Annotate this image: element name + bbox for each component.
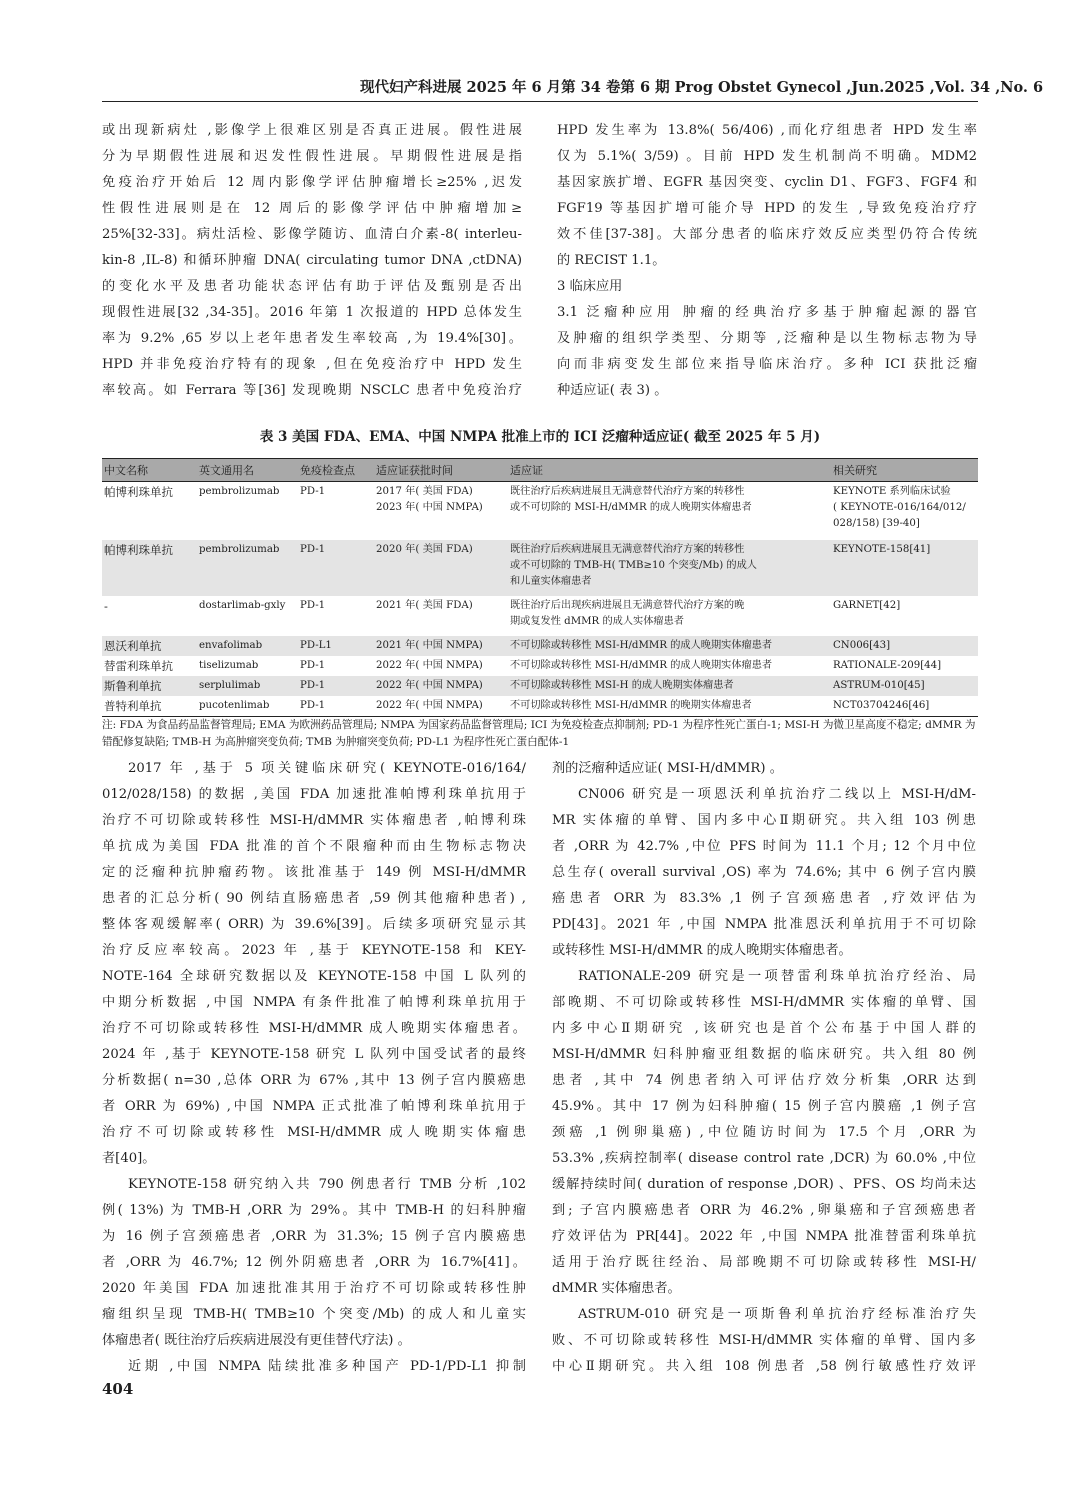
text-line: MR 实体瘤的单臂、国内多中心Ⅱ期研究。共入组 103 例患 — [552, 813, 976, 828]
text-line: 败、不可切除或转移性 MSI-H/dMMR 实体瘤的单臂、国内多 — [552, 1333, 976, 1348]
text-line: 总生存( overall survival ,OS) 率为 74.6%; 其中 6 例子宫内膜 — [552, 865, 976, 880]
table-cell: PD-L1 — [298, 636, 374, 656]
table-cell: PD-1 — [300, 486, 326, 497]
bottom-left-column — [102, 756, 526, 1380]
table-row — [102, 656, 978, 676]
text-line: 患者的汇总分析( 90 例结直肠癌患者 ,59 例其他瘤种患者) , — [102, 891, 526, 906]
text-line: RATIONALE-209 研究是一项替雷利珠单抗治疗经治、局 — [578, 969, 976, 984]
text-line: 2017 年 ,基于 5 项关键临床研究( KEYNOTE-016/164/ — [128, 761, 526, 776]
header-rule — [102, 101, 978, 102]
text-line: 适用于治疗既往经治、局部晚期不可切除或转移性 MSI-H/ — [552, 1255, 976, 1270]
table-cell: 2021 年( 中国 NMPA) — [374, 636, 508, 656]
table-cell: PD-1 — [298, 540, 374, 596]
table-cell: pucotenlimab — [197, 696, 298, 717]
subsection-heading-line: 3.1 泛瘤种应用 肿瘤的经典治疗多基于肿瘤起源的器官 — [557, 305, 977, 320]
table-cell: 不可切除或转移性 MSI-H/dMMR 的成人晚期实体瘤患者 — [508, 636, 831, 656]
table-row — [102, 696, 978, 717]
table-cell: ASTRUM-010[45] — [831, 676, 978, 696]
text-line: 剂的泛瘤种适应证( MSI-H/dMMR) 。 — [552, 761, 783, 776]
text-line: 例( 13%) 为 TMB-H ,ORR 为 29%。其中 TMB-H 的妇科肿瘤 — [102, 1203, 526, 1218]
text-line: 癌患者 ORR 为 83.3% ,1 例子宫颈癌患者 ,疗效评估为 — [552, 891, 976, 906]
text-line: 者[40]。 — [102, 1151, 156, 1166]
text-line: 治疗反应率较高。2023 年 ,基于 KEYNOTE-158 和 KEY- — [102, 943, 526, 958]
cell-text: 2021 年( 美国 FDA) — [376, 599, 473, 611]
text-line: CN006 研究是一项恩沃利单抗治疗二线以上 MSI-H/dM- — [578, 787, 976, 802]
text-line: PD[43]。2021 年 ,中国 NMPA 批准恩沃利单抗用于不可切除 — [552, 917, 976, 932]
text-line: 53.3% ,疾病控制率( disease control rate ,DCR) 为 60.0% ,中位 — [552, 1151, 976, 1166]
table-cell: serplulimab — [197, 676, 298, 696]
cell-text: GARNET[42] — [833, 599, 901, 611]
table-cell — [508, 540, 831, 596]
text-line: 中心Ⅱ期研究。共入组 108 例患者 ,58 例行敏感性疗效评 — [552, 1359, 976, 1374]
cell-text: 既往治疗后出现疾病进展且无满意替代治疗方案的晚 期或复发性 dMMR 的成人实体瘤患者 — [510, 599, 745, 627]
text-line: 近期 ,中国 NMPA 陆续批准多种国产 PD-1/PD-L1 抑制 — [128, 1359, 526, 1374]
text-line: 治疗不可切除或转移性 MSI-H/dMMR 实体瘤患者 ,帕博利珠 — [102, 813, 526, 828]
table-row — [102, 676, 978, 696]
column-header: 适应证 — [508, 459, 831, 482]
table-cell: 2022 年( 中国 NMPA) — [374, 676, 508, 696]
text-line: 种适应证( 表 3) 。 — [557, 383, 668, 398]
text-line: NOTE-164 全球研究数据以及 KEYNOTE-158 中国 L 队列的 — [102, 969, 526, 984]
table-cell — [508, 596, 831, 636]
text-line: HPD 发生率为 13.8%( 56/406) ,而化疗组患者 HPD 发生率 — [557, 123, 977, 138]
text-line: 仅为 5.1%( 3/59) 。目前 HPD 发生机制尚不明确。MDM2 — [557, 149, 977, 164]
text-line: 体瘤患者( 既往治疗后疾病进展没有更佳替代疗法) 。 — [102, 1333, 411, 1348]
text-line: 向而非病变发生部位来指导临床治疗。多种 ICI 获批泛瘤 — [557, 357, 977, 372]
table-cell: 不可切除或转移性 MSI-H 的成人晚期实体瘤患者 — [508, 676, 831, 696]
table-cell: envafolimab — [197, 636, 298, 656]
text-line: 疗效评估为 PR[44]。2022 年 ,中国 NMPA 批准替雷利珠单抗 — [552, 1229, 976, 1244]
table-row — [102, 596, 978, 636]
table-cell: pembrolizumab — [199, 486, 280, 497]
text-line: 现假性进展[32 ,34-35]。2016 年第 1 次报道的 HPD 总体发生 — [102, 305, 522, 320]
text-line: 分析数据( n=30 ,总体 ORR 为 67% ,其中 13 例子宫内膜癌患 — [102, 1073, 526, 1088]
table-cell: 帕博利珠单抗 — [102, 540, 197, 596]
text-line: 效不佳[37-38]。大部分患者的临床疗效反应类型仍符合传统 — [557, 227, 977, 242]
text-line: 者 ,ORR 为 42.7% ,中位 PFS 时间为 11.1 个月; 12 个月中位 — [552, 839, 976, 854]
table-cell: 帕博利珠单抗 — [104, 485, 173, 499]
table-note: 注: FDA 为食品药品监督管理局; EMA 为欧洲药品管理局; NMPA 为国家药品监督管理局; ICI 为免疫检查点抑制剂; PD-1 为程序性死亡蛋白-1; MSI-H 为微卫星高度不稳定; dMMR 为错配修复缺陷; TMB-H 为高肿瘤突变负荷; TMB 为肿瘤突变负荷; PD-L1 为程序性死亡蛋白配体-1 — [102, 719, 976, 748]
text-line: 012/028/158) 的数据 ,美国 FDA 加速批准帕博利珠单抗用于 — [102, 787, 526, 802]
text-line: 为 16 例子宫颈癌患者 ,ORR 为 31.3%; 15 例子宫内膜癌患 — [102, 1229, 526, 1244]
table-cell: 普特利单抗 — [102, 696, 197, 717]
table-cell: - — [104, 598, 108, 613]
text-line: 45.9%。其中 17 例为妇科肿瘤( 15 例子宫内膜癌 ,1 例子宫 — [552, 1099, 976, 1114]
table-cell: 恩沃利单抗 — [102, 636, 197, 656]
text-line: 2020 年美国 FDA 加速批准其用于治疗不可切除或转移性肿 — [102, 1281, 526, 1296]
text-line: 到; 子宫内膜癌患者 ORR 为 46.2% ,卵巢癌和子宫颈癌患者 — [552, 1203, 976, 1218]
text-line: 中期分析数据 ,中国 NMPA 有条件批准了帕博利珠单抗用于 — [102, 995, 526, 1010]
text-line: ASTRUM-010 研究是一项斯鲁利单抗治疗经标准治疗失 — [578, 1307, 976, 1322]
top-right-column — [557, 118, 977, 404]
column-header: 中文名称 — [102, 459, 197, 482]
text-line: 患者 ,其中 74 例患者纳入可评估疗效分析集 ,ORR 达到 — [552, 1073, 976, 1088]
table-cell: PD-1 — [300, 659, 326, 671]
column-header: 免疫检查点 — [298, 459, 374, 482]
table-cell: NCT03704246[46] — [831, 696, 978, 717]
text-line: 部晚期、不可切除或转移性 MSI-H/dMMR 实体瘤的单臂、国 — [552, 995, 976, 1010]
text-line: 或转移性 MSI-H/dMMR 的成人晚期实体瘤患者。 — [552, 943, 852, 958]
cell-text: 2020 年( 美国 FDA) — [376, 543, 473, 555]
table-cell — [831, 596, 978, 636]
text-line: KEYNOTE-158 研究纳入共 790 例患者行 TMB 分析 ,102 — [128, 1177, 526, 1192]
table-cell: PD-1 — [298, 676, 374, 696]
table-cell: RATIONALE-209[44] — [833, 659, 942, 671]
text-line: 率为 9.2% ,65 岁以上老年患者发生率较高 ,为 19.4%[30]。 — [102, 331, 522, 346]
text-line: 治疗不可切除或转移性 MSI-H/dMMR 成人晚期实体瘤患 — [102, 1125, 526, 1140]
cell-text: 2017 年( 美国 FDA) 2023 年( 中国 NMPA) — [376, 486, 483, 513]
text-line: 单抗成为美国 FDA 批准的首个不限瘤种而由生物标志物决 — [102, 839, 526, 854]
text-line: 及肿瘤的组织学类型、分期等 ,泛瘤种是以生物标志物为导 — [557, 331, 977, 346]
text-line: 颈癌 ,1 例卵巢癌) ,中位随访时间为 17.5 个月 ,ORR 为 — [552, 1125, 976, 1140]
text-line: 缓解持续时间( duration of response ,DOR) 、PFS、OS 均尚未达 — [552, 1177, 976, 1192]
text-line: 内多中心Ⅱ期研究 ,该研究也是首个公布基于中国人群的 — [552, 1021, 976, 1036]
table-cell: PD-1 — [298, 696, 374, 717]
table-cell: 斯鲁利单抗 — [102, 676, 197, 696]
text-line: FGF19 等基因扩增可能介导 HPD 的发生 ,导致免疫治疗疗 — [557, 201, 977, 216]
table-row — [102, 540, 978, 596]
text-line: MSI-H/dMMR 妇科肿瘤亚组数据的临床研究。共入组 80 例 — [552, 1047, 976, 1062]
table-cell — [374, 540, 508, 596]
table-cell: CN006[43] — [831, 636, 978, 656]
text-line: 整体客观缓解率( ORR) 为 39.6%[39]。后续多项研究显示其 — [102, 917, 526, 932]
table-cell: 2022 年( 中国 NMPA) — [376, 659, 483, 671]
cell-text: KEYNOTE-158[41] — [833, 543, 931, 555]
text-line: 2024 年 ,基于 KEYNOTE-158 研究 L 队列中国受试者的最终 — [102, 1047, 526, 1062]
column-header: 英文通用名 — [197, 459, 298, 482]
text-line: dMMR 实体瘤患者。 — [552, 1281, 681, 1296]
table-cell: tiselizumab — [199, 659, 259, 671]
text-line: 分为早期假性进展和迟发性假性进展。早期假性进展是指 — [102, 149, 522, 164]
text-line: 的 RECIST 1.1。 — [557, 253, 666, 268]
column-header: 相关研究 — [831, 459, 978, 482]
text-line: 率较高。如 Ferrara 等[36] 发现晚期 NSCLC 患者中免疫治疗 — [102, 383, 522, 398]
text-line: 基因家族扩增、EGFR 基因突变、cyclin D1、FGF3、FGF4 和 — [557, 175, 977, 190]
cell-text: 既往治疗后疾病进展且无满意替代治疗方案的转移性 或不可切除的 MSI-H/dMMR 的成人晚期实体瘤患者 — [510, 486, 752, 513]
text-line: 治疗不可切除或转移性 MSI-H/dMMR 成人晚期实体瘤患者。 — [102, 1021, 526, 1036]
table-caption: 表 3 美国 FDA、EMA、中国 NMPA 批准上市的 ICI 泛瘤种适应证( 截至 2025 年 5 月) — [259, 429, 821, 445]
table-cell — [374, 482, 508, 540]
table-cell — [831, 540, 978, 596]
table-cell: pembrolizumab — [197, 540, 298, 596]
cell-text: KEYNOTE 系列临床试验 ( KEYNOTE-016/164/012/ 028/158) [39-40] — [833, 486, 966, 529]
table-header-row — [102, 459, 978, 482]
table-cell: PD-1 — [300, 599, 326, 611]
text-line: 者 ORR 为 69%) ,中国 NMPA 正式批准了帕博利珠单抗用于 — [102, 1099, 526, 1114]
bottom-right-column — [552, 756, 976, 1380]
text-line: HPD 并非免疫治疗特有的现象 ,但在免疫治疗中 HPD 发生 — [102, 357, 522, 372]
table-cell: 2022 年( 中国 NMPA) — [374, 696, 508, 717]
table-cell — [374, 596, 508, 636]
table-cell: 替雷利珠单抗 — [104, 658, 173, 673]
table-cell: dostarlimab-gxly — [199, 599, 286, 611]
text-line: 者 ,ORR 为 46.7%; 12 例外阴癌患者 ,ORR 为 16.7%[41]。 — [102, 1255, 526, 1270]
top-left-column — [102, 118, 522, 404]
text-line: 免疫治疗开始后 12 周内影像学评估肿瘤增长≥25% ,迟发 — [102, 175, 522, 190]
text-line: 25%[32-33]。病灶活检、影像学随访、血清白介素-8( interleu- — [102, 227, 522, 242]
text-line: 定的泛瘤种抗肿瘤药物。该批准基于 149 例 MSI-H/dMMR — [102, 865, 526, 880]
cell-text: 既往治疗后疾病进展且无满意替代治疗方案的转移性 或不可切除的 TMB-H( TMB≥10 个突变/Mb) 的成人 和儿童实体瘤患者 — [510, 543, 757, 587]
section-heading: 3 临床应用 — [557, 279, 623, 294]
table-cell — [831, 482, 978, 540]
running-header: 现代妇产科进展 2025 年 6 月第 34 卷第 6 期 Prog Obstet Gynecol ,Jun.2025 ,Vol. 34 ,No. 6 — [360, 79, 1044, 96]
ici-approval-table — [102, 458, 978, 717]
page-number: 404 — [102, 1380, 134, 1398]
text-line: 性假性进展则是在 12 周后的影像学评估中肿瘤增加≥ — [102, 201, 522, 216]
text-line: kin-8 ,IL-8) 和循环肿瘤 DNA( circulating tumor DNA ,ctDNA) — [102, 253, 522, 268]
text-line: 瘤组织呈现 TMB-H( TMB≥10 个突变/Mb) 的成人和儿童实 — [102, 1307, 526, 1322]
column-header: 适应证获批时间 — [374, 459, 508, 482]
table-row — [102, 636, 978, 656]
table-cell — [508, 482, 831, 540]
table-cell: 不可切除或转移性 MSI-H/dMMR 的晚期实体瘤患者 — [508, 696, 831, 717]
table-cell: 不可切除或转移性 MSI-H/dMMR 的成人晚期实体瘤患者 — [510, 659, 773, 671]
text-line: 的变化水平及患者功能状态评估有助于评估及甄别是否出 — [102, 279, 522, 294]
table-row — [102, 482, 978, 540]
text-line: 或出现新病灶 ,影像学上很难区别是否真正进展。假性进展 — [102, 123, 522, 138]
